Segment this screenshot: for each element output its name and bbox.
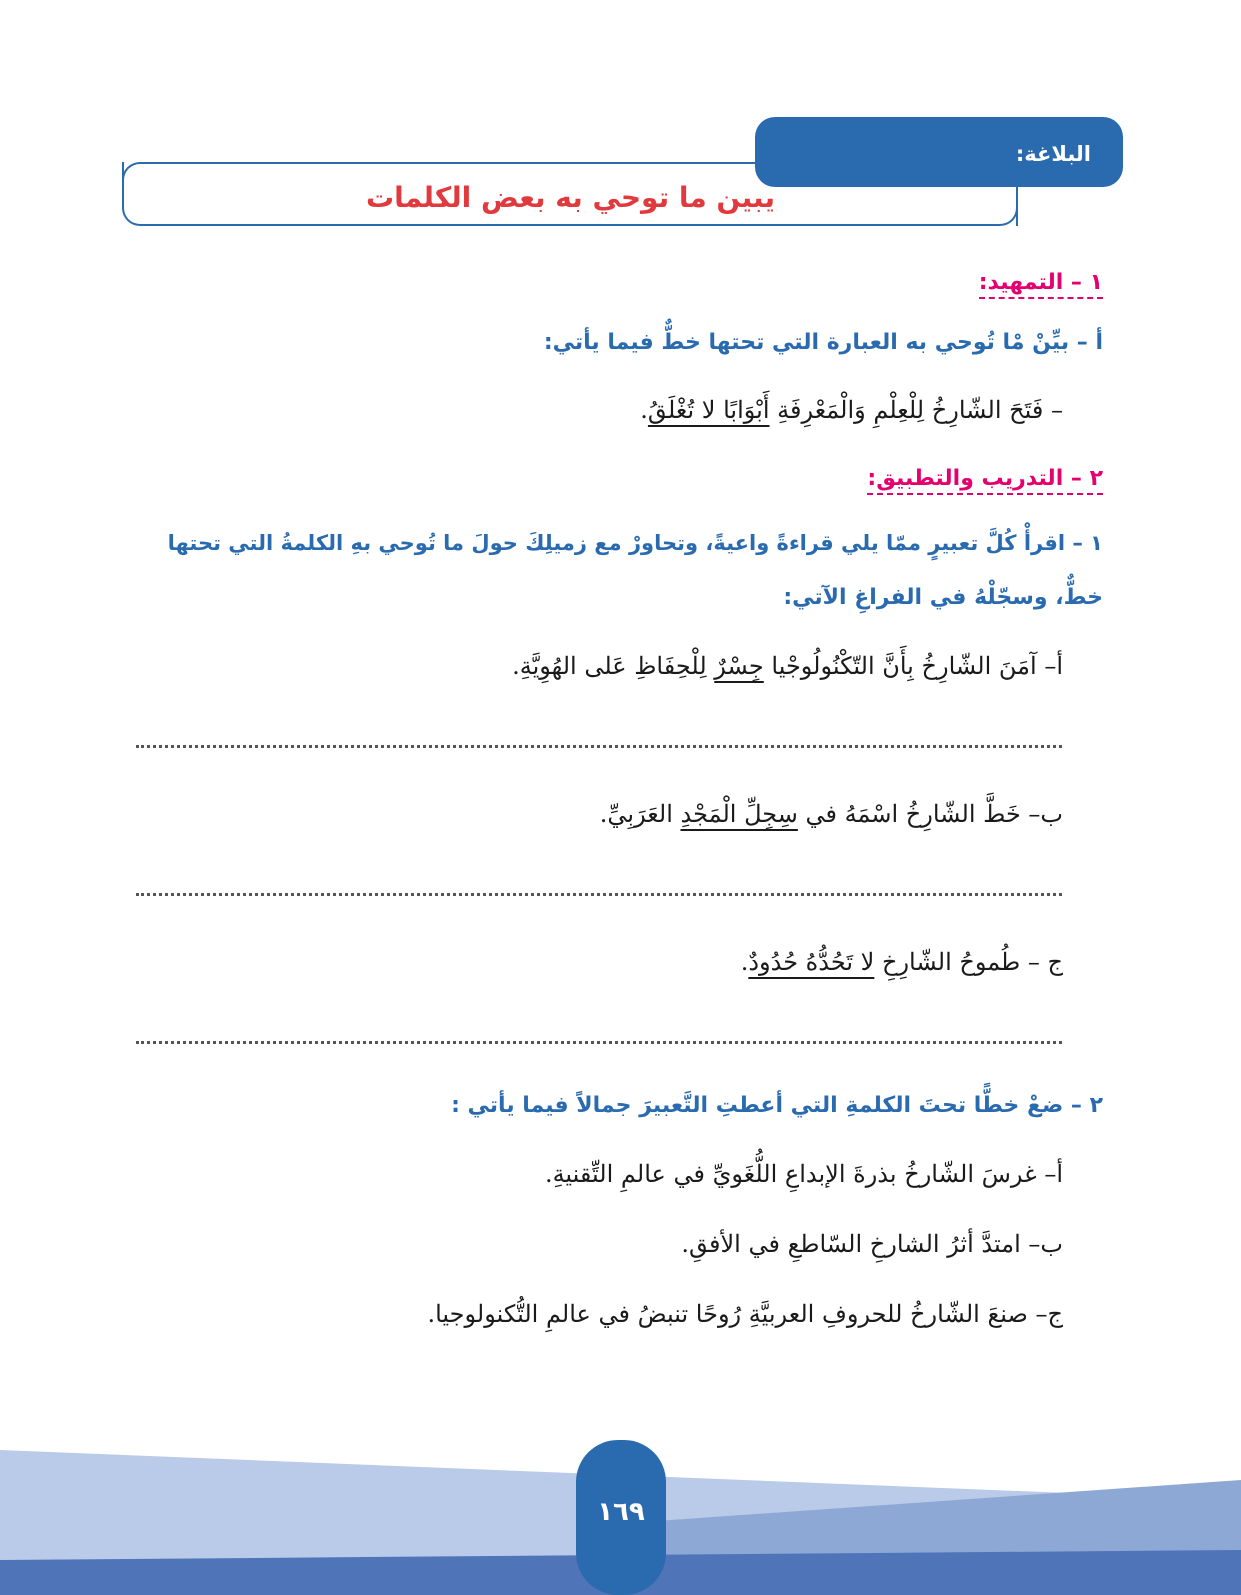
lesson-title: يبين ما توحي به بعض الكلمات [366, 181, 775, 214]
practice-heading: ٢ – التدريب والتطبيق: [867, 466, 1103, 495]
q1-item-c-underlined: لا تَحُدُّهُ حُدُودٌ [748, 948, 875, 976]
lesson-title-box-right-edge [990, 187, 1018, 226]
q1-item-a-underlined: جِسْرٌ [714, 652, 764, 680]
intro-sentence-suffix: . [640, 396, 648, 424]
answer-line-c[interactable] [136, 1041, 1062, 1044]
q1-item-b-suffix: العَرَبِيِّ. [599, 800, 681, 828]
intro-sentence [640, 396, 1063, 424]
q2-item-b: ب– امتدَّ أثرُ الشارخِ السّاطعِ في الأفقِ. [681, 1230, 1063, 1258]
q1-item-a-prefix: أ– آمَنَ الشّارِخُ بِأَنَّ التّكْنُولُوجْيا [763, 652, 1063, 680]
answer-line-b[interactable] [136, 893, 1062, 896]
intro-heading-wrap [979, 270, 1103, 295]
q1-item-c [741, 948, 1063, 976]
q2-heading: ٢ – ضعْ خطًّا تحتَ الكلمةِ التي أعطتِ التَّعبيرَ جمالاً فيما يأتي : [451, 1093, 1103, 1118]
intro-sentence-prefix: – فَتَحَ الشّارِخُ لِلْعِلْمِ وَالْمَعْرِفَةِ [769, 396, 1063, 424]
q1-line-2: خطٌّ، وسجّلْهُ في الفراغِ الآتي: [783, 585, 1103, 610]
intro-sentence-underlined: أَبْوَابًا لا تُغْلَقُ [647, 396, 770, 424]
section-tab-label: البلاغة: [1015, 142, 1091, 166]
answer-line-a[interactable] [136, 745, 1062, 748]
q2-item-a: أ– غرسَ الشّارخُ بذرةَ الإبداعِ اللُّغَويِّ في عالمِ التِّقنيةِ. [544, 1160, 1063, 1188]
q1-item-c-prefix: ج – طُموحُ الشّارِخِ [874, 948, 1063, 976]
practice-heading-wrap [867, 466, 1103, 491]
q1-item-c-suffix: . [740, 948, 749, 976]
q2-item-c: ج– صنعَ الشّارخُ للحروفِ العربيَّةِ رُوحًا تنبضُ في عالمِ التُّكنولوجيا. [427, 1300, 1063, 1328]
page-number: ١٦٩ [597, 1497, 645, 1527]
q1-item-a-suffix: لِلْحِفَاظِ عَلى الهُوِيَّةِ. [512, 652, 715, 680]
q1-line-1: ١ – اقرأْ كُلَّ تعبيرٍ ممّا يلي قراءةً واعيةً، وتحاورْ مع زميلِكَ حولَ ما تُوحي بهِ الكلمةُ التي تحتها [167, 531, 1103, 555]
intro-instruction: أ – بيِّنْ مْا تُوحي به العبارة التي تحتها خطٌّ فيما يأتي: [543, 330, 1103, 355]
intro-heading: ١ – التمهيد: [979, 270, 1103, 299]
q1-item-b [600, 800, 1063, 828]
q1-item-b-underlined: سِجِلِّ الْمَجْدِ [680, 800, 798, 828]
q1-item-b-prefix: ب– خَطَّ الشّارِخُ اسْمَهُ في [797, 800, 1063, 828]
q1-item-a [512, 652, 1063, 680]
